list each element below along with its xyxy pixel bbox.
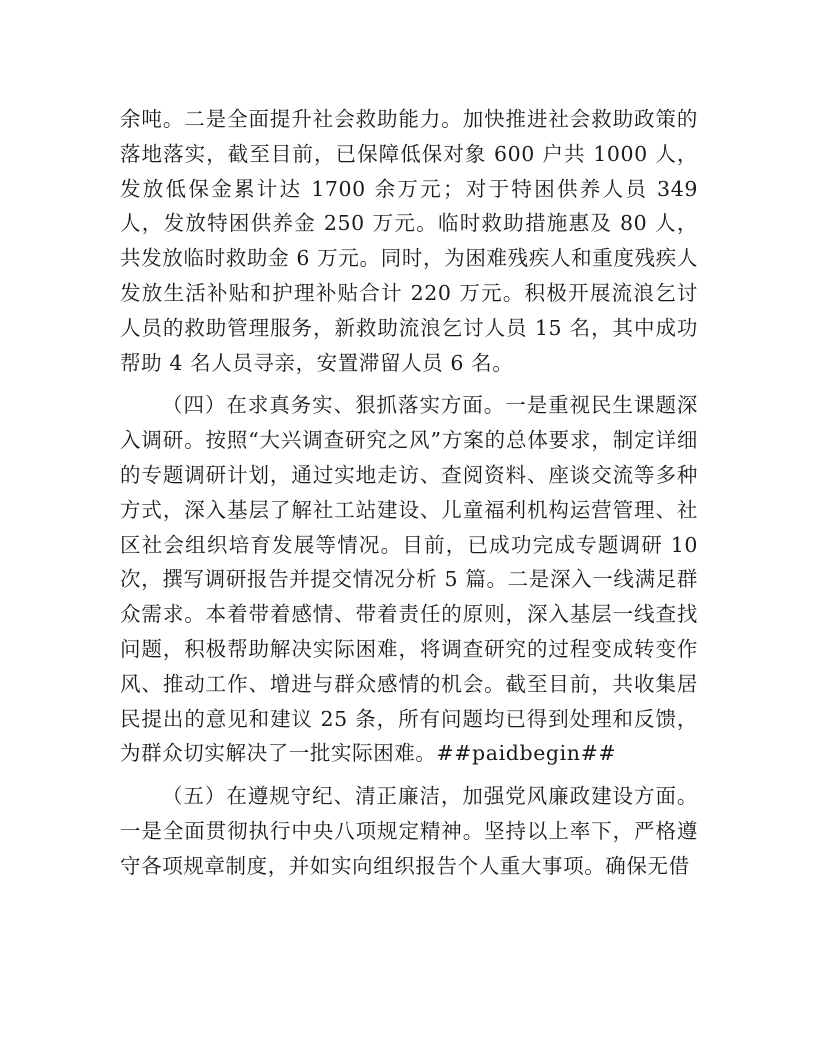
paragraph-section-five: （五）在遵规守纪、清正廉洁，加强党风廉政建设方面。一是全面贯彻执行中央八项规定精神。坚持以上率下，严格遵守各项规章制度，并如实向组织报告个人重大事项。确保无借 [120, 784, 698, 878]
paragraph-section-four: （四）在求真务实、狠抓落实方面。一是重视民生课题深入调研。按照“大兴调查研究之风”方案的总体要求，制定详细的专题调研计划，通过实地走访、查阅资料、座谈交流等多种方式，深入基层了解社工站建设、儿童福利机构运营管理、社区社会组织培育发展等情况。目前，已成功完成专题调研 10 次，撰写调研报告并提交情况分析 5 篇。二是深入一线满足群众需求。本着带着感情、带着责任的原则，深入基层一线查找问题，积极帮助解决实际困难，将调查研究的过程变成转变作风、推动工作、增进与群众感情的机会。截至目前，共收集居民提出的意见和建议 25 条，所有问题均已得到处理和反馈，为群众切实解决了一批实际困难。##paidbegin## [120, 393, 698, 766]
document-body [120, 102, 698, 884]
paragraph-social-assistance: 余吨。二是全面提升社会救助能力。加快推进社会救助政策的落地落实，截至目前，已保障低保对象 600 户共 1000 人，发放低保金累计达 1700 余万元；对于特困供养人员 349 人，发放特困供养金 250 万元。临时救助措施惠及 80 人，共发放临时救助金 6 万元。同时，为困难残疾人和重度残疾人发放生活补贴和护理补贴合计 220 万元。积极开展流浪乞讨人员的救助管理服务，新救助流浪乞讨人员 15 名，其中成功帮助 4 名人员寻亲，安置滞留人员 6 名。 [120, 107, 698, 375]
